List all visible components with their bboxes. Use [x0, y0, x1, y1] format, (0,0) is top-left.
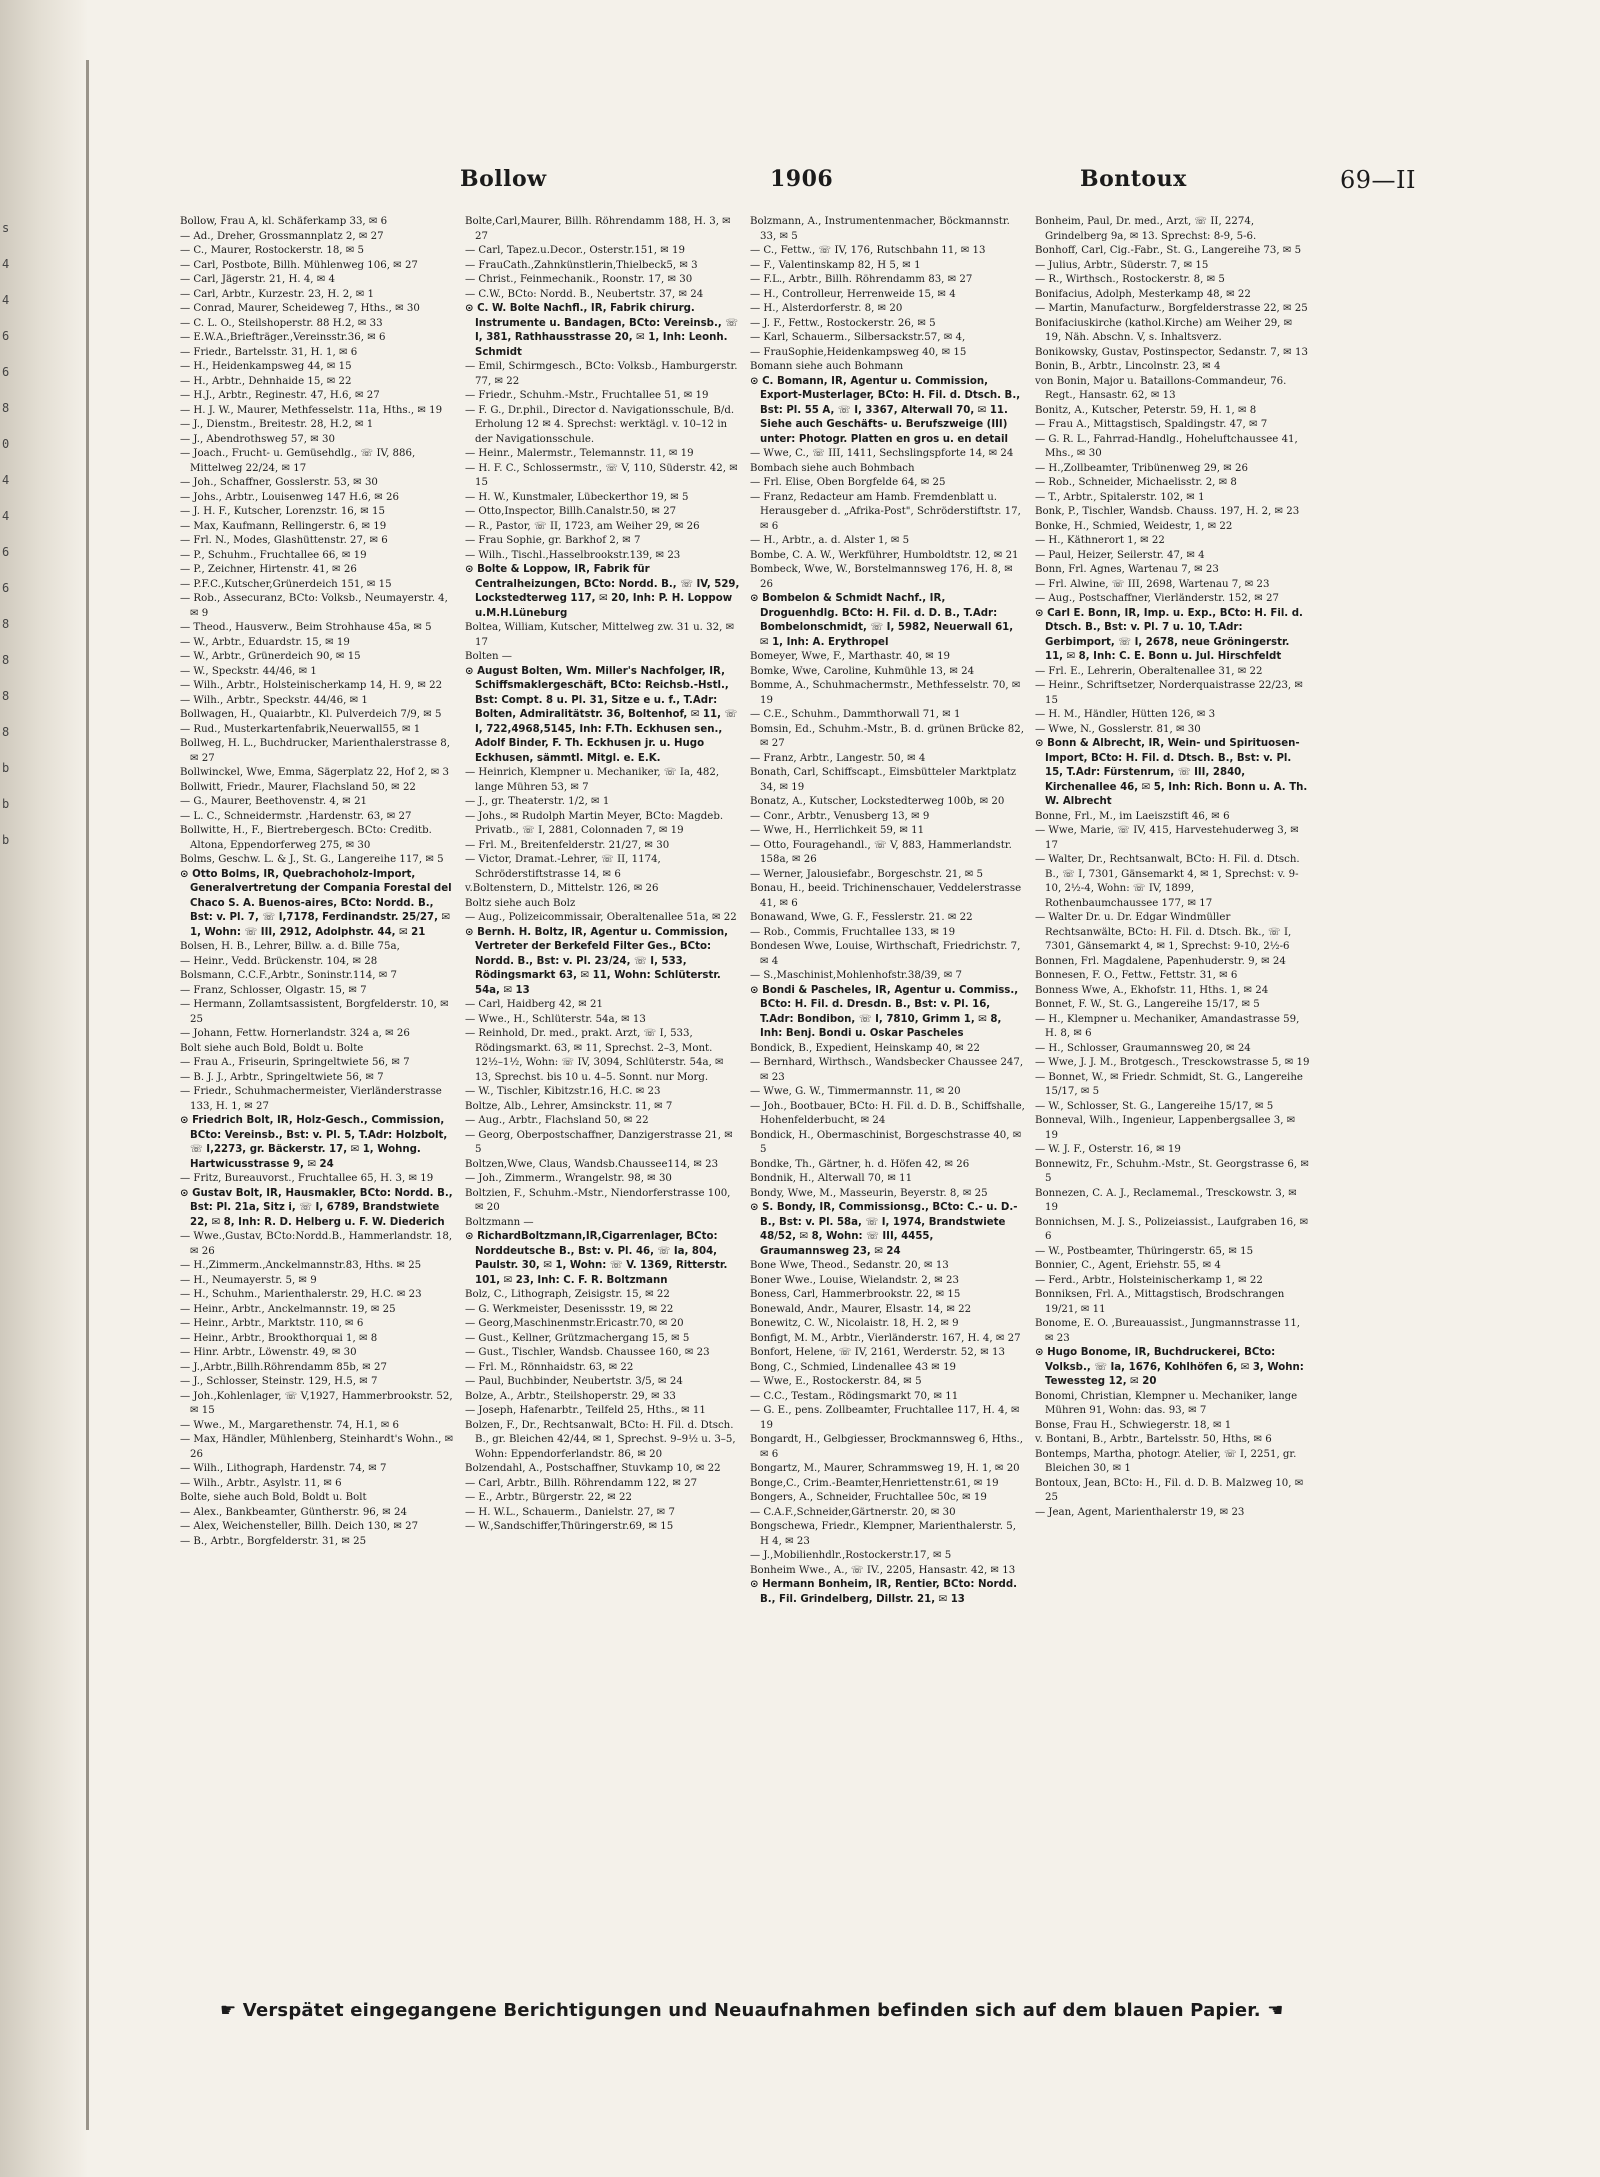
directory-entry: — Carl, Haidberg 42, ✉ 21 — [465, 999, 603, 1010]
directory-entry: ⊙ Bonn & Albrecht, IR, Wein- und Spirituosen-Import, BCto: H. Fil. d. Dtsch. B., Bst: v. Pl. 15, T.Adr: Fürstenrum, ☏ III, 2840, Kirchenallee 46, ✉ 5, Inh: Rich. Bonn u. A. Th. W. Albrecht — [1035, 738, 1308, 807]
edge-mark: 8 — [2, 653, 10, 667]
edge-mark: 4 — [2, 257, 10, 271]
directory-entry: — Wilh., Tischl.,Hasselbrookstr.139, ✉ 23 — [465, 549, 681, 561]
directory-entry: — Joh., Bootbauer, BCto: H. Fil. d. D. B., Schiffshalle, Hohenfelderbucht, ✉ 24 — [750, 1100, 1025, 1126]
directory-entry: ⊙ August Bolten, Wm. Miller's Nachfolger, IR, Schiffsmaklergeschäft, BCto: Reichsb.-Hstl., Bst: Compt. 8 u. Pl. 31, Sitze e u. f., T.Adr: Bolten, Admiralitätstr. 36, Boltenhof, ✉ 11, ☏ I, 722,4968,5145, Inh: F.Th. Eckhusen sen., Adolf Binder, F. Th. Eckhusen jr. u. Hugo Eckhusen, sämmtl. Mitgl. e. E.K. — [465, 665, 738, 764]
running-header — [180, 160, 1580, 200]
directory-entry: — H.,Zollbeamter, Tribünenweg 29, ✉ 26 — [1035, 462, 1248, 474]
directory-entry: — J., Dienstm., Breitestr. 28, H.2, ✉ 1 — [180, 419, 374, 430]
directory-entry: Boltzen,Wwe, Claus, Wandsb.Chaussee114, ✉ 23 — [465, 1158, 719, 1170]
edge-mark: 6 — [2, 329, 10, 343]
directory-entry: Bonk, P., Tischler, Wandsb. Chauss. 197, H. 2, ✉ 23 — [1035, 506, 1300, 517]
edge-mark: 4 — [2, 473, 10, 487]
edge-marks — [2, 210, 20, 858]
directory-entry: — Franz, Arbtr., Langestr. 50, ✉ 4 — [750, 752, 926, 764]
directory-entry: Bongschewa, Friedr., Klempner, Marienthalerstr. 5, H 4, ✉ 23 — [750, 1521, 1016, 1547]
directory-entry: — J. F., Fettw., Rostockerstr. 26, ✉ 5 — [750, 317, 936, 329]
directory-entry: — Conrad, Maurer, Scheideweg 7, Hths., ✉ 30 — [180, 303, 420, 314]
edge-mark: b — [2, 797, 10, 811]
directory-entry: von Bonin, Major u. Bataillons-Commandeur, 76. Regt., Hansastr. 62, ✉ 13 — [1035, 375, 1287, 401]
directory-entry: — Friedr., Schuhm.-Mstr., Fruchtallee 51, ✉ 19 — [465, 390, 709, 401]
directory-entry: — Heinr., Vedd. Brückenstr. 104, ✉ 28 — [180, 955, 378, 967]
directory-entry: Bollwagen, H., Quaiarbtr., Kl. Pulverdeich 7/9, ✉ 5 — [180, 709, 442, 720]
directory-entry: — Wwe, E., Rostockerstr. 84, ✉ 5 — [750, 1376, 922, 1387]
directory-entry: — Joh.,Kohlenlager, ☏ V,1927, Hammerbrookstr. 52, ✉ 15 — [180, 1390, 453, 1416]
directory-entry: — Hinr. Arbtr., Löwenstr. 49, ✉ 30 — [180, 1347, 357, 1358]
directory-column-2 — [465, 215, 740, 1975]
directory-entry: Bongartz, M., Maurer, Schrammsweg 19, H. 1, ✉ 20 — [750, 1463, 1020, 1474]
directory-entry: Bonne, Frl., M., im Laeiszstift 46, ✉ 6 — [1035, 810, 1230, 822]
directory-entry: Boltze, Alb., Lehrer, Amsinckstr. 11, ✉ 7 — [465, 1100, 673, 1112]
directory-entry: Bonifaciuskirche (kathol.Kirche) am Weiher 29, ✉ 19, Näh. Abschn. V, s. Inhaltsverz. — [1035, 317, 1293, 343]
edge-mark: 0 — [2, 437, 10, 451]
directory-entry: — Paul, Buchbinder, Neubertstr. 3/5, ✉ 24 — [465, 1376, 683, 1387]
directory-entry: — Frl. E., Lehrerin, Oberaltenallee 31, ✉ 22 — [1035, 665, 1263, 677]
directory-entry: — W., Speckstr. 44/46, ✉ 1 — [180, 665, 317, 677]
directory-entry: — H.J., Arbtr., Reginestr. 47, H.6, ✉ 27 — [180, 390, 380, 401]
directory-entry: v.Boltenstern, D., Mittelstr. 126, ✉ 26 — [465, 883, 659, 894]
directory-entry: Bolsen, H. B., Lehrer, Billw. a. d. Bille 75a, — [180, 941, 400, 952]
directory-entry: — Frl. M., Breitenfelderstr. 21/27, ✉ 30 — [465, 839, 670, 851]
directory-entry: Bolsmann, C.C.F.,Arbtr., Soninstr.114, ✉ 7 — [180, 970, 398, 981]
directory-entry: — E., Arbtr., Bürgerstr. 22, ✉ 22 — [465, 1492, 632, 1503]
directory-entry: — Fritz, Bureauvorst., Fruchtallee 65, H. 3, ✉ 19 — [180, 1173, 434, 1184]
directory-entry: — Frl. Elise, Oben Borgfelde 64, ✉ 25 — [750, 477, 946, 488]
directory-entry: Bolzen, F., Dr., Rechtsanwalt, BCto: H. Fil. d. Dtsch. B., gr. Bleichen 42/44, ✉ 1, Sprechst. 9–9½ u. 3–5, Wohn: Eppendorferlandstr. 86, ✉ 20 — [465, 1419, 736, 1460]
directory-entry: Bonath, Carl, Schiffscapt., Eimsbütteler Marktplatz 34, ✉ 19 — [750, 767, 1017, 793]
directory-entry: — H., Controlleur, Herrenweide 15, ✉ 4 — [750, 288, 956, 300]
directory-entry: Bombach siehe auch Bohmbach — [750, 462, 915, 474]
directory-entry: — Johs., ✉ Rudolph Martin Meyer, BCto: Magdeb. Privatb., ☏ I, 2881, Colonnaden 7, ✉ 19 — [465, 810, 724, 836]
directory-entry: — J. H. F., Kutscher, Lorenzstr. 16, ✉ 15 — [180, 506, 385, 517]
directory-entry: Bontemps, Martha, photogr. Atelier, ☏ I, 2251, gr. Bleichen 30, ✉ 1 — [1035, 1448, 1297, 1474]
directory-entry: — C.A.F.,Schneider,Gärtnerstr. 20, ✉ 30 — [750, 1506, 956, 1518]
header-last-entry: Bontoux — [1080, 166, 1187, 192]
directory-entry: Bolt siehe auch Bold, Boldt u. Bolte — [180, 1042, 364, 1054]
directory-entry: — J.,Arbtr.,Billh.Röhrendamm 85b, ✉ 27 — [180, 1361, 388, 1373]
directory-entry: — G. R. L., Fahrrad-Handlg., Hoheluftchaussee 41, Mhs., ✉ 30 — [1035, 433, 1298, 459]
directory-entry: Boltea, William, Kutscher, Mittelweg zw. 31 u. 32, ✉ 17 — [465, 622, 735, 648]
directory-entry: — Franz, Redacteur am Hamb. Fremdenblatt u. Herausgeber d. „Afrika-Post", Schröderstiftstr. 17, ✉ 6 — [750, 491, 1021, 532]
directory-entry: Bonomi, Christian, Klempner u. Mechaniker, lange Mühren 91, Wohn: das. 93, ✉ 7 — [1035, 1390, 1298, 1416]
directory-entry: Bomsin, Ed., Schuhm.-Mstr., B. d. grünen Brücke 82, ✉ 27 — [750, 723, 1024, 749]
directory-entry: — Walter Dr. u. Dr. Edgar Windmüller Rechtsanwälte, BCto: H. Fil. d. Dtsch. Bk., ☏ I, 7301, Gänsemarkt 4, ✉ 1, Sprechst: 9-10, 2½-6 — [1035, 912, 1292, 952]
directory-entry: — Wwe, H., Herrlichkeit 59, ✉ 11 — [750, 825, 925, 836]
directory-entry: — Heinr., Arbtr., Brookthorquai 1, ✉ 8 — [180, 1332, 378, 1344]
header-year: 1906 — [770, 166, 834, 192]
directory-entry: — Wwe., H., Schlüterstr. 54a, ✉ 13 — [465, 1013, 646, 1025]
directory-entry: — H., Heidenkampsweg 44, ✉ 15 — [180, 361, 352, 372]
directory-entry: Bolzendahl, A., Postschaffner, Stuvkamp 10, ✉ 22 — [465, 1463, 721, 1474]
edge-mark: 8 — [2, 617, 10, 631]
directory-entry: Bongers, A., Schneider, Fruchtallee 50c, ✉ 19 — [750, 1492, 987, 1503]
directory-entry: — G., Maurer, Beethovenstr. 4, ✉ 21 — [180, 796, 368, 807]
directory-entry: Bonnezen, C. A. J., Reclamemal., Tresckowstr. 3, ✉ 19 — [1035, 1187, 1297, 1213]
directory-entry: ⊙ S. Bondy, IR, Commissionsg., BCto: C.- u. D.-B., Bst: v. Pl. 58a, ☏ I, 1974, Brandstwiete 48/52, ✉ 8, Wohn: ☏ III, 4455, Graumannsweg 23, ✉ 24 — [750, 1202, 1018, 1257]
directory-entry: Bondesen Wwe, Louise, Wirthschaft, Friedrichstr. 7, ✉ 4 — [750, 941, 1021, 967]
edge-mark: b — [2, 761, 10, 775]
directory-entry: — C.W., BCto: Nordd. B., Neubertstr. 37, ✉ 24 — [465, 288, 704, 300]
directory-entry: — H. M., Händler, Hütten 126, ✉ 3 — [1035, 709, 1216, 720]
directory-entry: — T., Arbtr., Spitalerstr. 102, ✉ 1 — [1035, 491, 1205, 503]
directory-entry: — Friedr., Schuhmachermeister, Vierländerstrasse 133, H. 1, ✉ 27 — [180, 1086, 442, 1112]
directory-entry: — Alex., Bankbeamter, Güntherstr. 96, ✉ 24 — [180, 1506, 407, 1518]
directory-entry: — Bernhard, Wirthsch., Wandsbecker Chaussee 247, ✉ 23 — [750, 1057, 1024, 1083]
directory-entry: — F. G., Dr.phil., Director d. Navigationsschule, B/d. Erholung 12 ✉ 4. Sprechst: werktägl. v. 10–12 in der Navigationsschule. — [465, 404, 735, 445]
directory-entry: — W., Schlosser, St. G., Langereihe 15/17, ✉ 5 — [1035, 1100, 1274, 1112]
edge-mark: 8 — [2, 725, 10, 739]
edge-mark: s — [2, 221, 10, 235]
directory-entry: — Heinr., Malermstr., Telemannstr. 11, ✉ 19 — [465, 448, 694, 459]
directory-entry: — L. C., Schneidermstr. ,Hardenstr. 63, ✉ 27 — [180, 810, 412, 822]
directory-entry: Boltz siehe auch Bolz — [465, 897, 576, 909]
directory-entry: — J., Schlosser, Steinstr. 129, H.5, ✉ 7 — [180, 1376, 378, 1387]
directory-entry: ⊙ Hugo Bonome, IR, Buchdruckerei, BCto: Volksb., ☏ Ia, 1676, Kohlhöfen 6, ✉ 3, Wohn: Tewessteg 12, ✉ 20 — [1035, 1347, 1304, 1387]
directory-entry: — H., Schlosser, Graumannsweg 20, ✉ 24 — [1035, 1042, 1251, 1054]
directory-entry: Bonnen, Frl. Magdalene, Papenhuderstr. 9, ✉ 24 — [1035, 955, 1286, 967]
directory-entry: — Joh., Schaffner, Gosslerstr. 53, ✉ 30 — [180, 477, 378, 488]
directory-entry: ⊙ Bombelon & Schmidt Nachf., IR, Droguenhdlg. BCto: H. Fil. d. D. B., T.Adr: Bombelonschmidt, ☏ I, 5982, Neuerwall 61, ✉ 1, Inh: A. Erythropel — [750, 593, 1014, 648]
binding-fold-line — [86, 60, 89, 2130]
directory-entry: — H. J. W., Maurer, Methfesselstr. 11a, Hths., ✉ 19 — [180, 404, 443, 416]
directory-entry: — Carl, Arbtr., Kurzestr. 23, H. 2, ✉ 1 — [180, 288, 374, 300]
directory-entry: — Frl. Alwine, ☏ III, 2698, Wartenau 7, ✉ 23 — [1035, 578, 1270, 590]
directory-entry: — H., Neumayerstr. 5, ✉ 9 — [180, 1274, 317, 1286]
directory-entry: — J., Abendrothsweg 57, ✉ 30 — [180, 433, 335, 445]
directory-entry: — W.,Sandschiffer,Thüringerstr.69, ✉ 15 — [465, 1521, 674, 1532]
directory-entry: — Heinr., Arbtr., Anckelmannstr. 19, ✉ 25 — [180, 1303, 396, 1315]
directory-entry: Bonifacius, Adolph, Mesterkamp 48, ✉ 22 — [1035, 288, 1251, 300]
edge-mark: 4 — [2, 293, 10, 307]
directory-page — [180, 160, 1580, 2060]
directory-entry: — G. Werkmeister, Desenissstr. 19, ✉ 22 — [465, 1303, 674, 1315]
directory-entry: — Johann, Fettw. Hornerlandstr. 324 a, ✉ 26 — [180, 1028, 410, 1039]
directory-entry: — Wwe, N., Gosslerstr. 81, ✉ 30 — [1035, 723, 1201, 735]
edge-mark: 4 — [2, 509, 10, 523]
directory-entry: — Victor, Dramat.-Lehrer, ☏ II, 1174, Schröderstiftstrasse 14, ✉ 6 — [465, 854, 661, 880]
directory-entry: — Friedr., Bartelsstr. 31, H. 1, ✉ 6 — [180, 346, 358, 358]
directory-entry: — Aug., Arbtr., Flachsland 50, ✉ 22 — [465, 1115, 649, 1126]
directory-entry: — Gust., Tischler, Wandsb. Chaussee 160, ✉ 23 — [465, 1347, 710, 1358]
directory-entry: — H. W.L., Schauerm., Danielstr. 27, ✉ 7 — [465, 1506, 675, 1518]
directory-entry: — Jean, Agent, Marienthalerstr 19, ✉ 23 — [1035, 1506, 1245, 1518]
directory-entry: — P.F.C.,Kutscher,Grünerdeich 151, ✉ 15 — [180, 578, 392, 590]
directory-entry: Bomeyer, Wwe, F., Marthastr. 40, ✉ 19 — [750, 651, 951, 662]
edge-mark: 6 — [2, 545, 10, 559]
directory-entry: ⊙ Bondi & Pascheles, IR, Agentur u. Commiss., BCto: H. Fil. d. Dresdn. B., Bst: v. Pl. 16, T.Adr: Bondibon, ☏ I, 7810, Grimm 1, ✉ 8, Inh: Benj. Bondi u. Oskar Pascheles — [750, 984, 1019, 1039]
directory-entry: Bolzmann, A., Instrumentenmacher, Böckmannstr. 33, ✉ 5 — [750, 216, 1010, 242]
directory-entry: Boner Wwe., Louise, Wielandstr. 2, ✉ 23 — [750, 1274, 959, 1286]
directory-entry: — Ad., Dreher, Grossmannplatz 2, ✉ 27 — [180, 230, 384, 242]
directory-entry: Bolze, A., Arbtr., Steilshoperstr. 29, ✉ 33 — [465, 1390, 676, 1402]
directory-entry: Bonnichsen, M. J. S., Polizeiassist., Laufgraben 16, ✉ 6 — [1035, 1216, 1309, 1242]
directory-entry: — Franz, Schlosser, Olgastr. 15, ✉ 7 — [180, 984, 367, 996]
directory-entry: — Frau A., Mittagstisch, Spaldingstr. 47, ✉ 7 — [1035, 419, 1268, 430]
directory-entry: ⊙ Gustav Bolt, IR, Hausmakler, BCto: Nordd. B., Bst: Pl. 21a, Sitz i, ☏ I, 6789, Brandstwiete 22, ✉ 8, Inh: R. D. Helberg u. F. W. Diederich — [180, 1187, 453, 1228]
directory-entry: — Wwe, Marie, ☏ IV, 415, Harvestehuderweg 3, ✉ 17 — [1035, 825, 1299, 851]
directory-entry: — W., Arbtr., Eduardstr. 15, ✉ 19 — [180, 636, 350, 648]
directory-entry: Bonewitz, C. W., Nicolaistr. 18, H. 2, ✉ 9 — [750, 1318, 959, 1329]
directory-entry: — Carl, Jägerstr. 21, H. 4, ✉ 4 — [180, 274, 336, 285]
header-first-entry: Bollow — [460, 166, 547, 192]
directory-entry: Bolte,Carl,Maurer, Billh. Röhrendamm 188, H. 3, ✉ 27 — [465, 216, 731, 242]
directory-entry: — E.W.A.,Briefträger.,Vereinsstr.36, ✉ 6 — [180, 332, 386, 343]
header-page-number: 69—II — [1340, 166, 1416, 194]
directory-entry: — Rob., Commis, Fruchtallee 133, ✉ 19 — [750, 926, 956, 938]
directory-entry: — Reinhold, Dr. med., prakt. Arzt, ☏ I, 533, Rödingsmarkt. 63, ✉ 11, Sprechst. 2–3, Mont. 12½–1½, Wohn: ☏ IV, 3094, Schlüterstr. 54a, ✉ 13, Sprechst. bis 10 u. 4–5. Sonnt. nur Morg. — [465, 1028, 724, 1083]
directory-entry: Bonniksen, Frl. A., Mittagstisch, Brodschrangen 19/21, ✉ 11 — [1035, 1289, 1285, 1315]
directory-entry: Boltzmann — — [465, 1216, 534, 1228]
directory-entry: Bonawand, Wwe, G. F., Fesslerstr. 21. ✉ 22 — [750, 912, 973, 923]
directory-entry: — Rob., Assecuranz, BCto: Volksb., Neumayerstr. 4, ✉ 9 — [180, 593, 448, 619]
directory-entry: — Wilh., Arbtr., Asylstr. 11, ✉ 6 — [180, 1477, 342, 1489]
directory-entry: — Wwe.,Gustav, BCto:Nordd.B., Hammerlandstr. 18, ✉ 26 — [180, 1231, 453, 1257]
directory-entry: Bonikowsky, Gustav, Postinspector, Sedanstr. 7, ✉ 13 — [1035, 346, 1308, 358]
directory-entry: Boness, Carl, Hammerbrookstr. 22, ✉ 15 — [750, 1289, 961, 1300]
directory-entry: — B. J. J., Arbtr., Springeltwiete 56, ✉ 7 — [180, 1071, 384, 1083]
directory-entry: — Wwe, C., ☏ III, 1411, Sechslingspforte 14, ✉ 24 — [750, 448, 1014, 459]
directory-entry: — C.C., Testam., Rödingsmarkt 70, ✉ 11 — [750, 1390, 959, 1402]
directory-entry: — Max, Kaufmann, Rellingerstr. 6, ✉ 19 — [180, 520, 387, 532]
directory-entry: — J., gr. Theaterstr. 1/2, ✉ 1 — [465, 796, 610, 807]
directory-entry: — Otto, Fouragehandl., ☏ V, 883, Hammerlandstr. 158a, ✉ 26 — [750, 839, 1012, 865]
directory-entry: Bonome, E. O. ,Bureauassist., Jungmannstrasse 11, ✉ 23 — [1035, 1318, 1301, 1344]
directory-entry: — Frl. N., Modes, Glashüttenstr. 27, ✉ 6 — [180, 535, 388, 546]
directory-entry: — Carl, Arbtr., Billh. Röhrendamm 122, ✉ 27 — [465, 1477, 698, 1489]
directory-entry: — Rud., Musterkartenfabrik,Neuerwall55, ✉ 1 — [180, 723, 421, 735]
directory-entry: Bollwitte, H., F., Biertrebergesch. BCto: Creditb. Altona, Eppendorferweg 275, ✉ 30 — [180, 825, 432, 851]
directory-entry: Bombeck, Wwe, W., Borstelmannsweg 176, H. 8, ✉ 26 — [750, 564, 1013, 590]
edge-mark: 8 — [2, 401, 10, 415]
directory-entry: — Rob., Schneider, Michaelisstr. 2, ✉ 8 — [1035, 477, 1237, 488]
directory-entry: — Bonnet, W., ✉ Friedr. Schmidt, St. G., Langereihe 15/17, ✉ 5 — [1035, 1071, 1303, 1097]
directory-entry: — Joseph, Hafenarbtr., Teilfeld 25, Hths., ✉ 11 — [465, 1405, 706, 1416]
directory-entry: — Wwe., M., Margarethenstr. 74, H.1, ✉ 6 — [180, 1419, 399, 1431]
directory-column-4 — [1035, 215, 1310, 1975]
directory-entry: — W., Arbtr., Grünerdeich 90, ✉ 15 — [180, 651, 361, 662]
directory-entry: — Gust., Kellner, Grützmachergang 15, ✉ 5 — [465, 1332, 690, 1344]
directory-entry: — Frau Sophie, gr. Barkhof 2, ✉ 7 — [465, 535, 641, 546]
directory-entry: — H., Schuhm., Marienthalerstr. 29, H.C. ✉ 23 — [180, 1289, 422, 1300]
directory-entry: Boltzien, F., Schuhm.-Mstr., Niendorferstrasse 100, ✉ 20 — [465, 1187, 731, 1213]
directory-entry: ⊙ Otto Bolms, IR, Quebrachoholz-Import, Generalvertretung der Compania Forestal del Chaco S. A. Buenos-aires, BCto: Nordd. B., Bst: v. Pl. 7, ☏ I,7178, Ferdinandstr. 25/27, ✉ 1, Wohn: ☏ III, 2912, Adolphstr. 44, ✉ 21 — [180, 868, 452, 938]
directory-entry: — Ferd., Arbtr., Holsteinischerkamp 1, ✉ 22 — [1035, 1274, 1263, 1286]
directory-entry: — G. E., pens. Zollbeamter, Fruchtallee 117, H. 4, ✉ 19 — [750, 1405, 1020, 1431]
directory-entry: — Julius, Arbtr., Süderstr. 7, ✉ 15 — [1035, 259, 1209, 271]
directory-column-1 — [180, 215, 455, 1975]
directory-entry: Bonn, Frl. Agnes, Wartenau 7, ✉ 23 — [1035, 564, 1219, 575]
directory-entry: Bonitz, A., Kutscher, Peterstr. 59, H. 1, ✉ 8 — [1035, 404, 1257, 416]
directory-entry: — C.E., Schuhm., Dammthorwall 71, ✉ 1 — [750, 709, 961, 720]
directory-entry: Bollwinckel, Wwe, Emma, Sägerplatz 22, Hof 2, ✉ 3 — [180, 767, 450, 778]
directory-entry: — R., Wirthsch., Rostockerstr. 8, ✉ 5 — [1035, 274, 1225, 285]
directory-entry: — Georg, Oberpostschaffner, Danzigerstrasse 21, ✉ 5 — [465, 1129, 733, 1155]
directory-entry: Bombe, C. A. W., Werkführer, Humboldtstr. 12, ✉ 21 — [750, 549, 1019, 561]
directory-entry: Bonness Wwe, A., Ekhofstr. 11, Hths. 1, ✉ 24 — [1035, 984, 1269, 996]
directory-entry: — H., Arbtr., Dehnhaide 15, ✉ 22 — [180, 375, 352, 387]
directory-entry: — Theod., Hausverw., Beim Strohhause 45a, ✉ 5 — [180, 622, 432, 633]
directory-entry: Bollow, Frau A, kl. Schäferkamp 33, ✉ 6 — [180, 216, 388, 227]
directory-entry: — J.,Mobilienhdlr.,Rostockerstr.17, ✉ 5 — [750, 1550, 952, 1561]
directory-entry: Bondke, Th., Gärtner, h. d. Höfen 42, ✉ 26 — [750, 1158, 970, 1170]
directory-entry: — C. L. O., Steilshoperstr. 88 H.2, ✉ 33 — [180, 317, 383, 329]
directory-columns — [180, 215, 1580, 1975]
directory-entry: — Wilh., Arbtr., Speckstr. 44/46, ✉ 1 — [180, 694, 368, 706]
directory-entry: — Carl, Postbote, Billh. Mühlenweg 106, ✉ 27 — [180, 259, 418, 271]
directory-entry: Bonheim, Paul, Dr. med., Arzt, ☏ II, 2274, Grindelberg 9a, ✉ 13. Sprechst: 8-9, 5-6. — [1035, 216, 1257, 242]
directory-entry: Bonhoff, Carl, Cig.-Fabr., St. G., Langereihe 73, ✉ 5 — [1035, 245, 1302, 256]
directory-entry: — Christ., Feinmechanik., Roonstr. 17, ✉ 30 — [465, 274, 693, 285]
directory-entry: — Johs., Arbtr., Louisenweg 147 H.6, ✉ 26 — [180, 491, 400, 503]
directory-entry: — Georg,Maschinenmstr.Ericastr.70, ✉ 20 — [465, 1318, 684, 1329]
directory-entry: — Alex, Weichensteller, Billh. Deich 130, ✉ 27 — [180, 1521, 419, 1532]
directory-entry: ⊙ C. Bomann, IR, Agentur u. Commission, Export-Musterlager, BCto: H. Fil. d. Dtsch. B., Bst: Pl. 55 A, ☏ I, 3367, Alterwall 70, ✉ 11. Siehe auch Geschäfts- u. Berufszweige (III) unter: Photogr. Platten en gros u. en detail — [750, 375, 1021, 445]
directory-entry: — Aug., Postschaffner, Vierländerstr. 152, ✉ 27 — [1035, 593, 1279, 604]
directory-entry: ⊙ Hermann Bonheim, IR, Rentier, BCto: Nordd. B., Fil. Grindelberg, Dillstr. 21, ✉ 13 — [750, 1579, 1017, 1605]
directory-entry: Bonnet, F. W., St. G., Langereihe 15/17, ✉ 5 — [1035, 999, 1260, 1010]
directory-entry: Bolte, siehe auch Bold, Boldt u. Bolt — [180, 1492, 367, 1503]
directory-entry: — H., Käthnerort 1, ✉ 22 — [1035, 535, 1165, 546]
directory-entry: — P., Zeichner, Hirtenstr. 41, ✉ 26 — [180, 564, 357, 575]
directory-entry: ⊙ Bolte & Loppow, IR, Fabrik für Centralheizungen, BCto: Nordd. B., ☏ IV, 529, Lockstedterweg 117, ✉ 20, Inh: P. H. Loppow u.M.H.Lüneburg — [465, 564, 740, 619]
directory-entry: Bondick, B., Expedient, Heinskamp 40, ✉ 22 — [750, 1042, 980, 1054]
directory-entry: Bong, C., Schmied, Lindenallee 43 ✉ 19 — [750, 1361, 957, 1373]
directory-entry: ⊙ C. W. Bolte Nachfl., IR, Fabrik chirurg. Instrumente u. Bandagen, BCto: Vereinsb., ☏ I, 381, Rathhausstrasse 20, ✉ 1, Inh: Leonh. Schmidt — [465, 303, 738, 358]
directory-entry: — Hermann, Zollamtsassistent, Borgfelderstr. 10, ✉ 25 — [180, 999, 449, 1025]
directory-entry: — P., Schuhm., Fruchtallee 66, ✉ 19 — [180, 549, 367, 561]
directory-entry: Bonfort, Helene, ☏ IV, 2161, Werderstr. 52, ✉ 13 — [750, 1347, 1005, 1358]
edge-mark: 6 — [2, 581, 10, 595]
directory-entry: — Aug., Polizeicommissair, Oberaltenallee 51a, ✉ 22 — [465, 912, 737, 923]
directory-entry: — B., Arbtr., Borgfelderstr. 31, ✉ 25 — [180, 1535, 367, 1547]
directory-entry: Bondick, H., Obermaschinist, Borgeschstrasse 40, ✉ 5 — [750, 1129, 1022, 1155]
directory-entry: Bongardt, H., Gelbgiesser, Brockmannsweg 6, Hths., ✉ 6 — [750, 1434, 1023, 1460]
directory-entry: — Joh., Zimmerm., Wrangelstr. 98, ✉ 30 — [465, 1173, 672, 1184]
directory-entry: — W., Postbeamter, Thüringerstr. 65, ✉ 15 — [1035, 1245, 1254, 1257]
directory-entry: — W., Tischler, Kibitzstr.16, H.C. ✉ 23 — [465, 1086, 661, 1097]
directory-entry: — Wwe, G. W., Timmermannstr. 11, ✉ 20 — [750, 1086, 961, 1097]
directory-entry: — Walter, Dr., Rechtsanwalt, BCto: H. Fil. d. Dtsch. B., ☏ I, 7301, Gänsemarkt 4, ✉ 1, Sprechst: v. 9-10, 2½-4, Wohn: ☏ IV, 1899, Rothenbaumchaussee 177, ✉ 17 — [1035, 854, 1300, 909]
directory-entry: — W. J. F., Osterstr. 16, ✉ 19 — [1035, 1144, 1181, 1155]
directory-entry: ⊙ Bernh. H. Boltz, IR, Agentur u. Commission, Vertreter der Berkefeld Filter Ges., BCto: Nordd. B., Bst: v. Pl. 23/24, ☏ I, 533, Rödingsmarkt 63, ✉ 11, Wohn: Schlüterstr. 54a, ✉ 13 — [465, 926, 728, 996]
directory-entry: — Conr., Arbtr., Venusberg 13, ✉ 9 — [750, 810, 930, 822]
directory-entry: — R., Pastor, ☏ II, 1723, am Weiher 29, ✉ 26 — [465, 520, 700, 532]
directory-entry: — Wwe, J. J. M., Brotgesch., Tresckowstrasse 5, ✉ 19 — [1035, 1057, 1310, 1068]
directory-entry: Bonfigt, M. M., Arbtr., Vierländerstr. 167, H. 4, ✉ 27 — [750, 1332, 1021, 1344]
directory-entry: — Wilh., Arbtr., Holsteinischerkamp 14, H. 9, ✉ 22 — [180, 680, 443, 691]
directory-entry: — Emil, Schirmgesch., BCto: Volksb., Hamburgerstr. 77, ✉ 22 — [465, 361, 738, 387]
directory-entry: Bonnewitz, Fr., Schuhm.-Mstr., St. Georgstrasse 6, ✉ 5 — [1035, 1158, 1309, 1184]
directory-entry: — H. F. C., Schlossermstr., ☏ V, 110, Süderstr. 42, ✉ 15 — [465, 462, 738, 488]
directory-entry: Bomme, A., Schuhmachermstr., Methfesselstr. 70, ✉ 19 — [750, 680, 1021, 706]
directory-column-3 — [750, 215, 1025, 1975]
directory-entry: — H.,Zimmerm.,Anckelmannstr.83, Hths. ✉ 25 — [180, 1260, 422, 1271]
directory-entry: Bonnesen, F. O., Fettw., Fettstr. 31, ✉ 6 — [1035, 970, 1238, 981]
directory-entry: v. Bontani, B., Arbtr., Bartelsstr. 50, Hths, ✉ 6 — [1035, 1434, 1272, 1445]
directory-entry: ⊙ Friedrich Bolt, IR, Holz-Gesch., Commission, BCto: Vereinsb., Bst: v. Pl. 5, T.Adr: Holzbolt, ☏ I,2273, gr. Bäckerstr. 17, ✉ 1, Wohng. Hartwicusstrasse 9, ✉ 24 — [180, 1115, 448, 1170]
directory-entry: — Otto,Inspector, Billh.Canalstr.50, ✉ 27 — [465, 506, 677, 517]
directory-entry: Bollweg, H. L., Buchdrucker, Marienthalerstrasse 8, ✉ 27 — [180, 738, 450, 764]
directory-entry: Bonge,C., Crim.-Beamter,Henriettenstr.61, ✉ 19 — [750, 1477, 999, 1489]
directory-entry: Bone Wwe, Theod., Sedanstr. 20, ✉ 13 — [750, 1260, 949, 1271]
directory-entry: — H., Klempner u. Mechaniker, Amandastrasse 59, H. 8, ✉ 6 — [1035, 1013, 1300, 1039]
directory-entry: — H., Arbtr., a. d. Alster 1, ✉ 5 — [750, 535, 910, 546]
directory-entry: Bolz, C., Lithograph, Zeisigstr. 15, ✉ 22 — [465, 1289, 670, 1300]
directory-entry: Bomann siehe auch Bohmann — [750, 361, 904, 372]
directory-entry: Bonse, Frau H., Schwiegerstr. 18, ✉ 1 — [1035, 1419, 1232, 1431]
directory-entry: — FrauCath.,Zahnkünstlerin,Thielbeck5, ✉ 3 — [465, 259, 698, 271]
directory-entry: — Paul, Heizer, Seilerstr. 47, ✉ 4 — [1035, 549, 1205, 561]
directory-entry: Bondnik, H., Alterwall 70, ✉ 11 — [750, 1173, 913, 1184]
directory-entry: Bolten — — [465, 651, 512, 662]
directory-entry: ⊙ Carl E. Bonn, IR, Imp. u. Exp., BCto: H. Fil. d. Dtsch. B., Bst: v. Pl. 7 u. 10, T.Adr: Gerbimport, ☏ I, 2678, neue Gröningerstr. 11, ✉ 8, Inh: C. E. Bonn u. Jul. Hirschfeldt — [1035, 607, 1303, 662]
edge-mark: 8 — [2, 689, 10, 703]
directory-entry: Bomke, Wwe, Caroline, Kuhmühle 13, ✉ 24 — [750, 665, 975, 677]
directory-entry: — H., Alsterdorferstr. 8, ✉ 20 — [750, 303, 903, 314]
directory-entry: Bonatz, A., Kutscher, Lockstedterweg 100b, ✉ 20 — [750, 796, 1005, 807]
directory-entry: ⊙ RichardBoltzmann,IR,Cigarrenlager, BCto: Norddeutsche B., Bst: v. Pl. 46, ☏ Ia, 804, Paulstr. 30, ✉ 1, Wohn: ☏ V. 1369, Ritterstr. 101, ✉ 23, Inh: C. F. R. Boltzmann — [465, 1231, 728, 1286]
directory-entry: Bontoux, Jean, BCto: H., Fil. d. D. B. Malzweg 10, ✉ 25 — [1035, 1477, 1304, 1503]
directory-entry: Bonke, H., Schmied, Weidestr, 1, ✉ 22 — [1035, 520, 1233, 532]
directory-entry: — S.,Maschinist,Mohlenhofstr.38/39, ✉ 7 — [750, 970, 962, 981]
directory-entry: — Heinr., Arbtr., Marktstr. 110, ✉ 6 — [180, 1318, 364, 1329]
directory-entry: Bolms, Geschw. L. & J., St. G., Langereihe 117, ✉ 5 — [180, 854, 444, 865]
directory-entry: — H. W., Kunstmaler, Lübeckerthor 19, ✉ 5 — [465, 491, 689, 503]
directory-entry: — F., Valentinskamp 82, H 5, ✉ 1 — [750, 259, 921, 271]
directory-entry: — FrauSophie,Heidenkampsweg 40, ✉ 15 — [750, 346, 967, 358]
directory-entry: — C., Fettw., ☏ IV, 176, Rutschbahn 11, ✉ 13 — [750, 245, 986, 256]
directory-entry: — Heinrich, Klempner u. Mechaniker, ☏ Ia, 482, lange Mühren 53, ✉ 7 — [465, 767, 720, 793]
directory-entry: — Frau A., Friseurin, Springeltwiete 56, ✉ 7 — [180, 1057, 410, 1068]
directory-entry: — Heinr., Schriftsetzer, Norderquaistrasse 22/23, ✉ 15 — [1035, 680, 1303, 706]
directory-entry: Bonin, B., Arbtr., Lincolnstr. 23, ✉ 4 — [1035, 361, 1221, 372]
directory-entry: — C., Maurer, Rostockerstr. 18, ✉ 5 — [180, 245, 365, 256]
directory-entry: Bonewald, Andr., Maurer, Elsastr. 14, ✉ 22 — [750, 1303, 972, 1315]
directory-entry: Bondy, Wwe, M., Masseurin, Beyerstr. 8, ✉ 25 — [750, 1187, 988, 1199]
directory-entry: — Werner, Jalousiefabr., Borgeschstr. 21, ✉ 5 — [750, 868, 984, 880]
directory-entry: — Joach., Frucht- u. Gemüsehdlg., ☏ IV, 886, Mittelweg 22/24, ✉ 17 — [180, 448, 416, 474]
directory-entry: — Carl, Tapez.u.Decor., Osterstr.151, ✉ 19 — [465, 245, 685, 256]
directory-entry: Bonau, H., beeid. Trichinenschauer, Veddelerstrasse 41, ✉ 6 — [750, 883, 1022, 909]
directory-entry: — Max, Händler, Mühlenberg, Steinhardt's Wohn., ✉ 26 — [180, 1434, 454, 1460]
edge-mark: 6 — [2, 365, 10, 379]
directory-entry: Bonneval, Wilh., Ingenieur, Lappenbergsallee 3, ✉ 19 — [1035, 1115, 1296, 1141]
directory-entry: — Martin, Manufacturw., Borgfelderstrasse 22, ✉ 25 — [1035, 303, 1308, 314]
directory-entry: Bonnier, C., Agent, Eriehstr. 55, ✉ 4 — [1035, 1260, 1221, 1271]
edge-mark: b — [2, 833, 10, 847]
footer-note: ☛ Verspätet eingegangene Berichtigungen und Neuaufnahmen befinden sich auf dem blauen Papier. ☚ — [220, 2000, 1284, 2021]
directory-entry: Bollwitt, Friedr., Maurer, Flachsland 50, ✉ 22 — [180, 781, 416, 793]
directory-entry: Bonheim Wwe., A., ☏ IV., 2205, Hansastr. 42, ✉ 13 — [750, 1564, 1016, 1576]
directory-entry: — Wilh., Lithograph, Hardenstr. 74, ✉ 7 — [180, 1463, 387, 1474]
directory-entry: — F.L., Arbtr., Billh. Röhrendamm 83, ✉ 27 — [750, 274, 973, 285]
directory-entry: — Frl. M., Rönnhaidstr. 63, ✉ 22 — [465, 1361, 634, 1373]
directory-entry: — Karl, Schauerm., Silbersackstr.57, ✉ 4, — [750, 332, 966, 343]
